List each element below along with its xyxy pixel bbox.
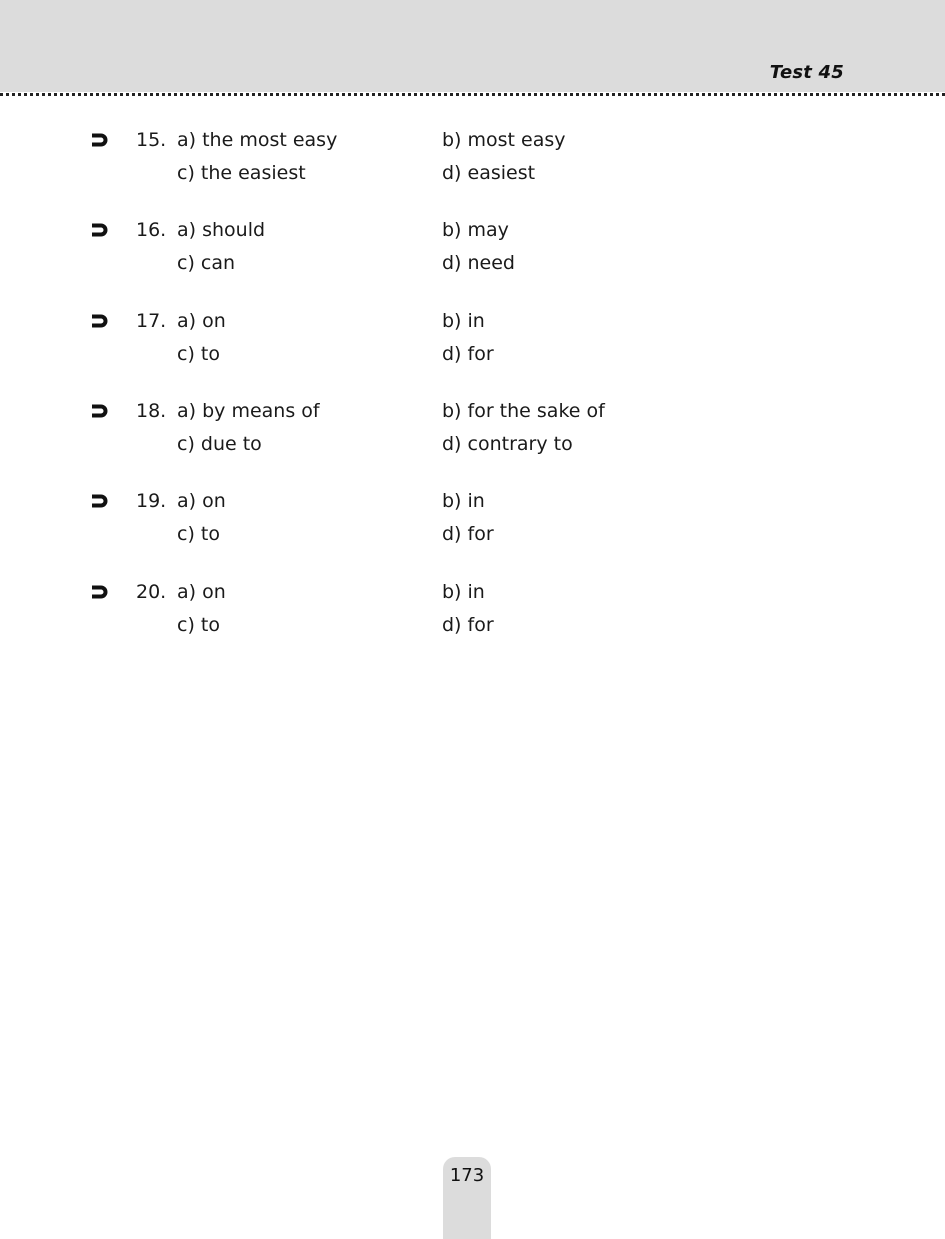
option-b: b) in <box>442 490 485 512</box>
option-c: c) to <box>177 614 220 636</box>
option-d: d) need <box>442 252 515 274</box>
option-a: a) should <box>177 219 266 241</box>
arrow-right-circle-icon <box>90 402 112 420</box>
question-16 <box>0 218 945 288</box>
option-a: a) the most easy <box>177 129 338 151</box>
option-b: b) in <box>442 581 485 603</box>
question-18 <box>0 399 945 469</box>
option-d: d) for <box>442 523 494 545</box>
option-c: c) due to <box>177 433 262 455</box>
question-number: 20. <box>136 581 167 603</box>
page-title: Test 45 <box>769 62 844 83</box>
arrow-right-circle-icon <box>90 131 112 149</box>
question-number: 18. <box>136 400 167 422</box>
question-15 <box>0 128 945 198</box>
option-b: b) in <box>442 310 485 332</box>
option-b: b) most easy <box>442 129 566 151</box>
question-20 <box>0 580 945 650</box>
page-number: 173 <box>449 1165 485 1186</box>
arrow-right-circle-icon <box>90 583 112 601</box>
arrow-right-circle-icon <box>90 312 112 330</box>
option-b: b) for the sake of <box>442 400 605 422</box>
option-d: d) easiest <box>442 162 536 184</box>
question-number: 15. <box>136 129 167 151</box>
header-band <box>0 0 945 92</box>
option-a: a) on <box>177 310 226 332</box>
question-number: 17. <box>136 310 167 332</box>
question-number: 19. <box>136 490 167 512</box>
question-19 <box>0 489 945 559</box>
option-c: c) to <box>177 523 220 545</box>
option-a: a) on <box>177 581 226 603</box>
question-17 <box>0 309 945 379</box>
page-number-tab <box>443 1157 491 1239</box>
option-d: d) for <box>442 343 494 365</box>
option-a: a) on <box>177 490 226 512</box>
arrow-right-circle-icon <box>90 221 112 239</box>
option-c: c) can <box>177 252 236 274</box>
option-b: b) may <box>442 219 509 241</box>
option-a: a) by means of <box>177 400 320 422</box>
option-c: c) the easiest <box>177 162 306 184</box>
option-d: d) contrary to <box>442 433 573 455</box>
option-d: d) for <box>442 614 494 636</box>
option-c: c) to <box>177 343 220 365</box>
arrow-right-circle-icon <box>90 492 112 510</box>
question-number: 16. <box>136 219 167 241</box>
header-divider <box>0 93 945 96</box>
